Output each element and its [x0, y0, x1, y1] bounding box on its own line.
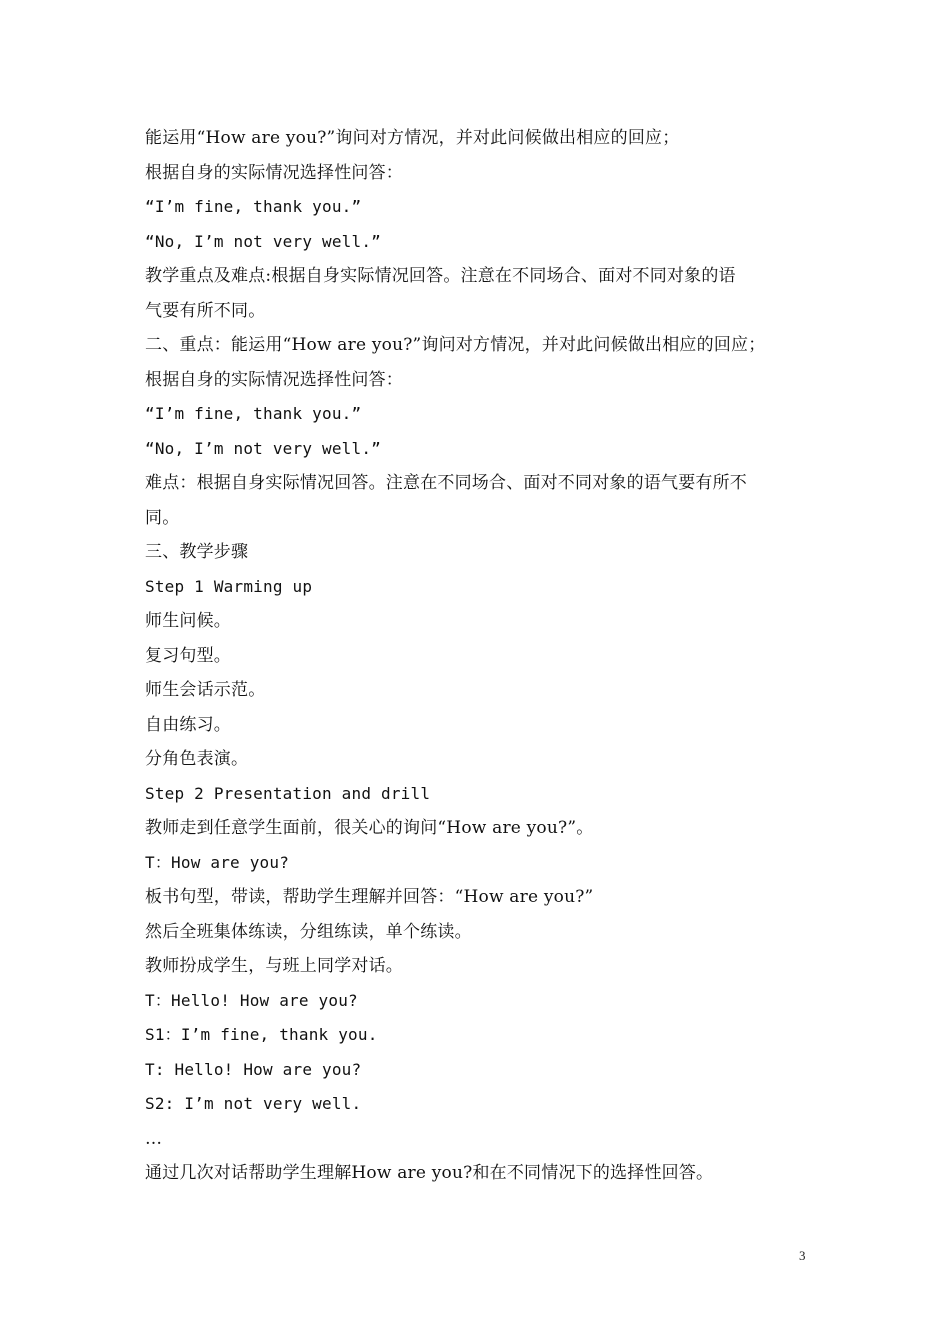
text-line: 气要有所不同。: [145, 300, 266, 321]
text-line: 教学重点及难点:根据自身实际情况回答。注意在不同场合、面对不同对象的语: [145, 266, 736, 286]
example-answer-line: “No, I’m not very well.”: [145, 231, 381, 251]
text-line: 师生问候。: [145, 611, 231, 631]
example-answer-line: “I’m fine, thank you.”: [145, 197, 362, 216]
text-line: 板书句型，带读，帮助学生理解并回答：“How are you?”: [145, 887, 594, 907]
dialogue-line: T: Hello! How are you?: [145, 1059, 362, 1079]
document-body: [145, 121, 810, 1191]
text-line: 同。: [145, 507, 180, 528]
step-heading: Step 1 Warming up: [145, 576, 313, 596]
ellipsis-line: …: [145, 1128, 163, 1149]
dialogue-line: T：Hello! How are you?: [145, 990, 358, 1010]
text-line: 自由练习。: [145, 714, 231, 735]
text-line: 能运用“How are you?”询问对方情况，并对此问候做出相应的回应；: [145, 128, 680, 148]
dialogue-line: T：How are you?: [145, 852, 290, 872]
text-line: 教师走到任意学生面前，很关心的询问“How are you?”。: [145, 818, 594, 838]
text-line: 师生会话示范。: [145, 680, 266, 700]
text-line: 难点：根据自身实际情况回答。注意在不同场合、面对不同对象的语气要有所不: [145, 473, 747, 493]
example-answer-line: “I’m fine, thank you.”: [145, 404, 362, 423]
text-line: 根据自身的实际情况选择性问答：: [145, 162, 403, 183]
text-line: 根据自身的实际情况选择性问答：: [145, 369, 403, 390]
section-heading: 二、重点：能运用“How are you?”询问对方情况，并对此问候做出相应的回应；: [145, 335, 766, 355]
section-heading: 三、教学步骤: [145, 542, 249, 562]
dialogue-line: S2: I’m not very well.: [145, 1094, 362, 1113]
step-heading: Step 2 Presentation and drill: [145, 783, 431, 803]
text-line: 分角色表演。: [145, 749, 249, 769]
page-number: 3: [799, 1248, 806, 1263]
text-line: 然后全班集体练读，分组练读，单个练读。: [145, 921, 472, 942]
text-line: 通过几次对话帮助学生理解How are you?和在不同情况下的选择性回答。: [145, 1163, 714, 1183]
example-answer-line: “No, I’m not very well.”: [145, 438, 381, 458]
text-line: 教师扮成学生，与班上同学对话。: [145, 956, 403, 976]
dialogue-line: S1：I’m fine, thank you.: [145, 1025, 378, 1044]
text-line: 复习句型。: [145, 645, 231, 666]
